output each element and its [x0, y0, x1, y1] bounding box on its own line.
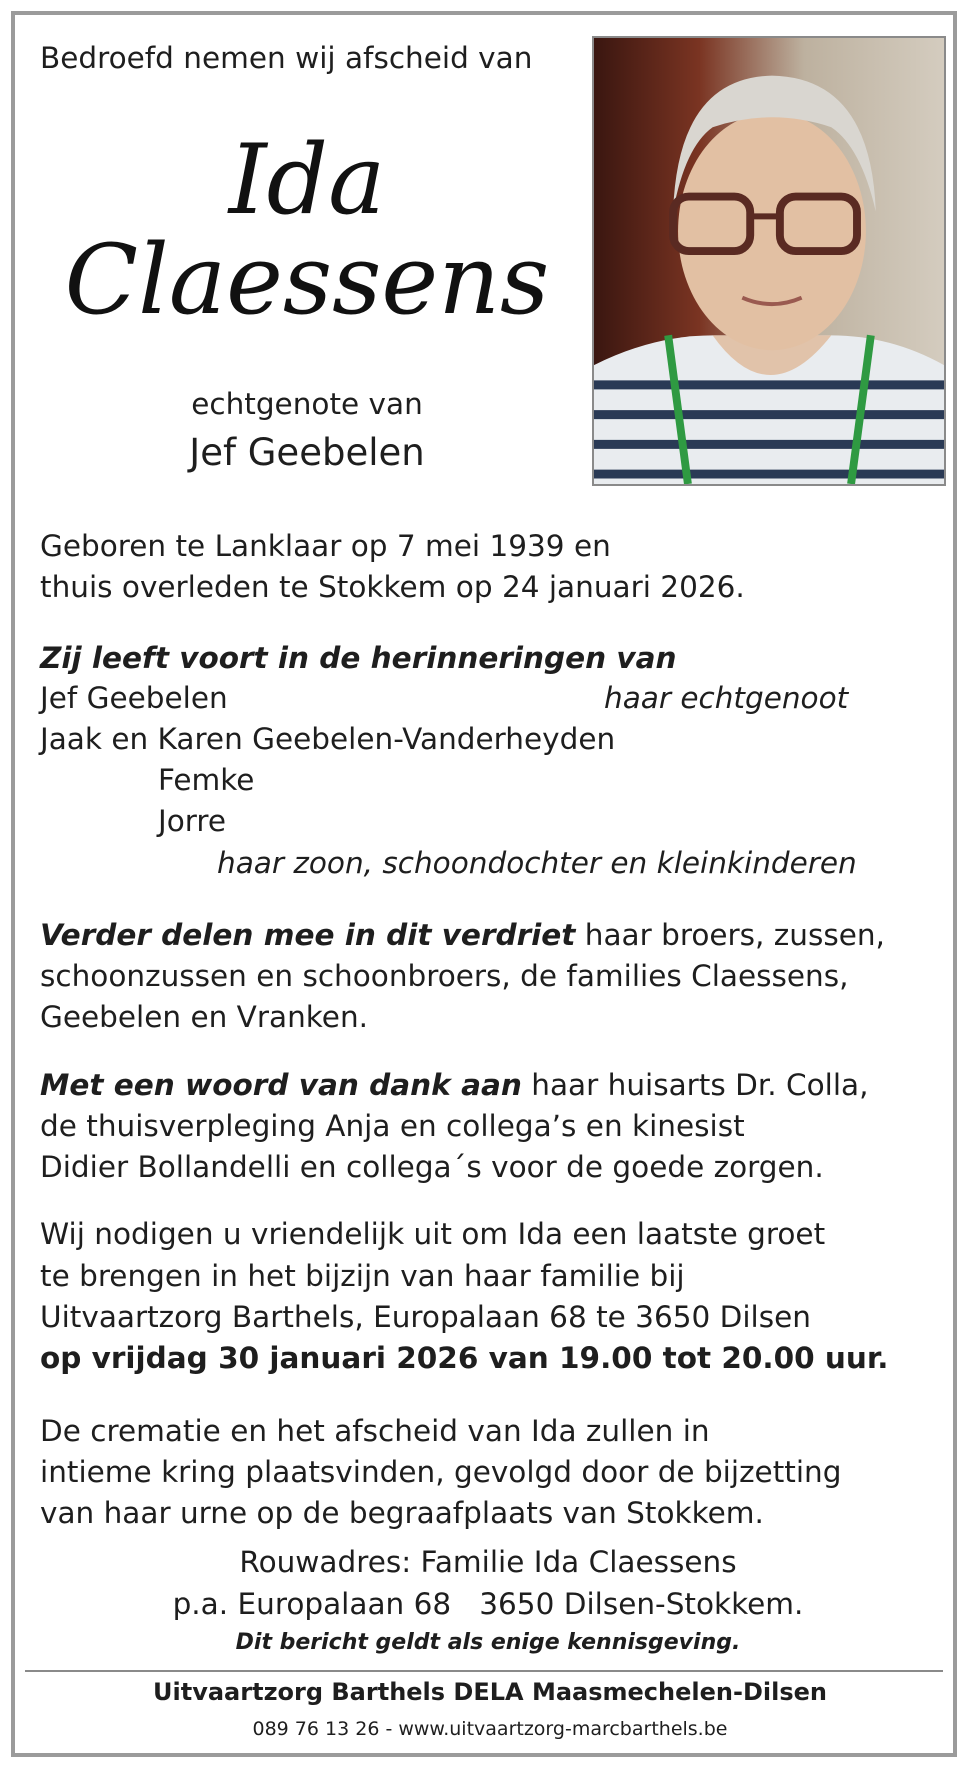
birth-line-2: thuis overleden te Stokkem op 24 januari 2026. [40, 570, 745, 604]
invitation-line-1: Wij nodigen u vriendelijk uit om Ida een laatste groet [40, 1217, 826, 1251]
sharing-line-2: schoonzussen en schoonbroers, de families Claessens, [40, 959, 849, 993]
footer-company: Uitvaartzorg Barthels DELA Maasmechelen-Dilsen [153, 1678, 827, 1706]
sharing-lead: Verder delen mee in dit verdriet [40, 918, 576, 952]
spouse-label: echtgenote van [191, 387, 423, 421]
birth-line-1: Geboren te Lanklaar op 7 mei 1939 en [40, 529, 611, 563]
husband-role: haar echtgenoot [604, 681, 849, 715]
address-line-1: Rouwadres: Familie Ida Claessens [239, 1545, 737, 1579]
portrait-photo [592, 36, 946, 486]
thanks-rest: haar huisarts Dr. Colla, [521, 1068, 869, 1102]
grandchild-2: Jorre [158, 804, 226, 838]
visitation-time: op vrijdag 30 januari 2026 van 19.00 tot 20.00 uur. [40, 1341, 889, 1375]
footer-contact: 089 76 13 26 - www.uitvaartzorg-marcbarthels.be [252, 1718, 728, 1740]
thanks-lead: Met een woord van dank aan [40, 1068, 522, 1102]
invitation-line-3: Uitvaartzorg Barthels, Europalaan 68 te 3650 Dilsen [40, 1300, 811, 1334]
thanks-line-3: Didier Bollandelli en collega´s voor de goede zorgen. [40, 1150, 824, 1184]
deceased-first-name: Ida [228, 124, 386, 236]
invitation-line-2: te brengen in het bijzijn van haar familie bij [40, 1259, 685, 1293]
cremation-line-3: van haar urne op de begraafplaats van Stokkem. [40, 1496, 764, 1530]
sharing-line-1 [40, 918, 885, 952]
memory-heading: Zij leeft voort in de herinneringen van [40, 641, 677, 675]
grandchild-1: Femke [158, 763, 255, 797]
cremation-line-1: De crematie en het afscheid van Ida zullen in [40, 1414, 710, 1448]
intro-text: Bedroefd nemen wij afscheid van [40, 41, 533, 75]
sharing-line-3: Geebelen en Vranken. [40, 1000, 369, 1034]
footer-divider [25, 1670, 943, 1672]
address-line-2: p.a. Europalaan 68 3650 Dilsen-Stokkem. [172, 1587, 804, 1621]
deceased-last-name: Claessens [64, 224, 550, 336]
spouse-name: Jef Geebelen [189, 431, 425, 474]
sharing-rest: haar broers, zussen, [575, 918, 885, 952]
thanks-line-2: de thuisverpleging Anja en collega’s en kinesist [40, 1109, 745, 1143]
notice-text: Dit bericht geldt als enige kennisgeving. [235, 1630, 741, 1655]
son-family: Jaak en Karen Geebelen-Vanderheyden [40, 722, 616, 756]
son-role: haar zoon, schoondochter en kleinkinderen [217, 846, 857, 880]
thanks-line-1 [40, 1068, 869, 1102]
cremation-line-2: intieme kring plaatsvinden, gevolgd door de bijzetting [40, 1455, 842, 1489]
husband-name: Jef Geebelen [40, 681, 228, 715]
